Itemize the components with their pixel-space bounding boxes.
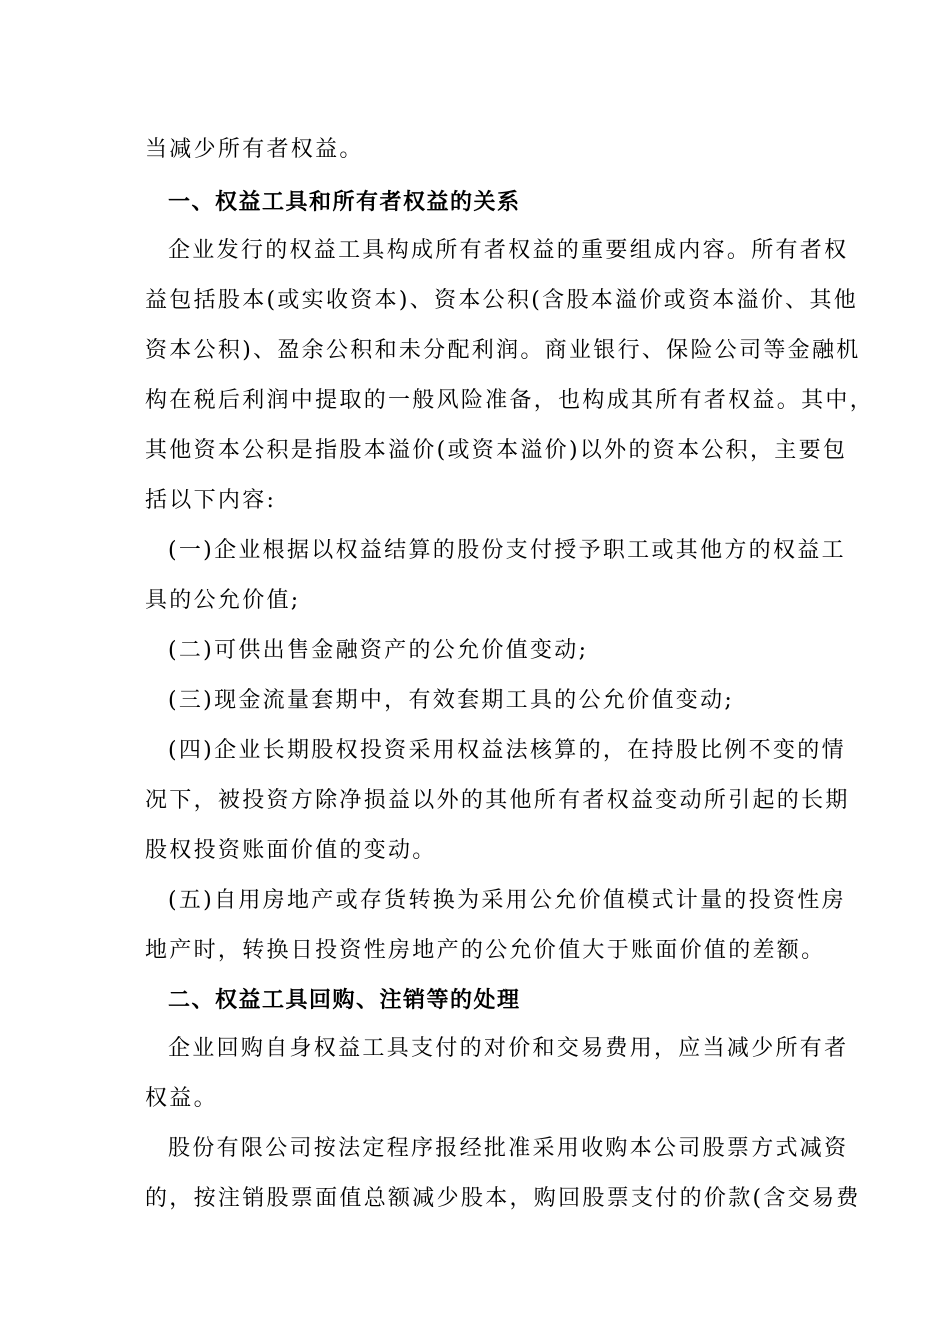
list-item-5-continuation: 地产时，转换日投资性房地产的公允价值大于账面价值的差额。 — [145, 938, 826, 963]
paragraph-line: 其他资本公积是指股本溢价(或资本溢价)以外的资本公积，主要包 — [145, 438, 848, 463]
section-heading-2: 二、权益工具回购、注销等的处理 — [168, 987, 521, 1013]
list-item-3: (三)现金流量套期中，有效套期工具的公允价值变动; — [168, 688, 735, 713]
paragraph-line: 企业回购自身权益工具支付的对价和交易费用，应当减少所有者 — [168, 1036, 849, 1061]
list-item-4: (四)企业长期股权投资采用权益法核算的，在持股比例不变的情 — [168, 738, 846, 763]
list-item-4-continuation: 股权投资账面价值的变动。 — [145, 838, 437, 863]
paragraph-line: 的，按注销股票面值总额减少股本，购回股票支付的价款(含交易费 — [145, 1186, 861, 1211]
paragraph-line: 权益。 — [145, 1086, 218, 1111]
list-item-1-continuation: 具的公允价值; — [145, 588, 301, 613]
list-item-4-continuation: 况下，被投资方除净损益以外的其他所有者权益变动所引起的长期 — [145, 788, 850, 813]
paragraph-continuation: 当减少所有者权益。 — [145, 137, 364, 162]
list-item-2: (二)可供出售金融资产的公允价值变动; — [168, 638, 589, 663]
paragraph-line: 资本公积)、盈余公积和未分配利润。商业银行、保险公司等金融机 — [145, 338, 861, 363]
paragraph-line: 企业发行的权益工具构成所有者权益的重要组成内容。所有者权 — [168, 238, 849, 263]
list-item-5: (五)自用房地产或存货转换为采用公允价值模式计量的投资性房 — [168, 888, 846, 913]
paragraph-line: 股份有限公司按法定程序报经批准采用收购本公司股票方式减资 — [168, 1136, 849, 1161]
section-heading-1: 一、权益工具和所有者权益的关系 — [168, 189, 521, 215]
paragraph-line: 构在税后利润中提取的一般风险准备，也构成其所有者权益。其中， — [145, 388, 875, 413]
paragraph-line: 益包括股本(或实收资本)、资本公积(含股本溢价或资本溢价、其他 — [145, 288, 859, 313]
paragraph-line: 括以下内容: — [145, 488, 277, 513]
list-item-1: (一)企业根据以权益结算的股份支付授予职工或其他方的权益工 — [168, 538, 846, 563]
